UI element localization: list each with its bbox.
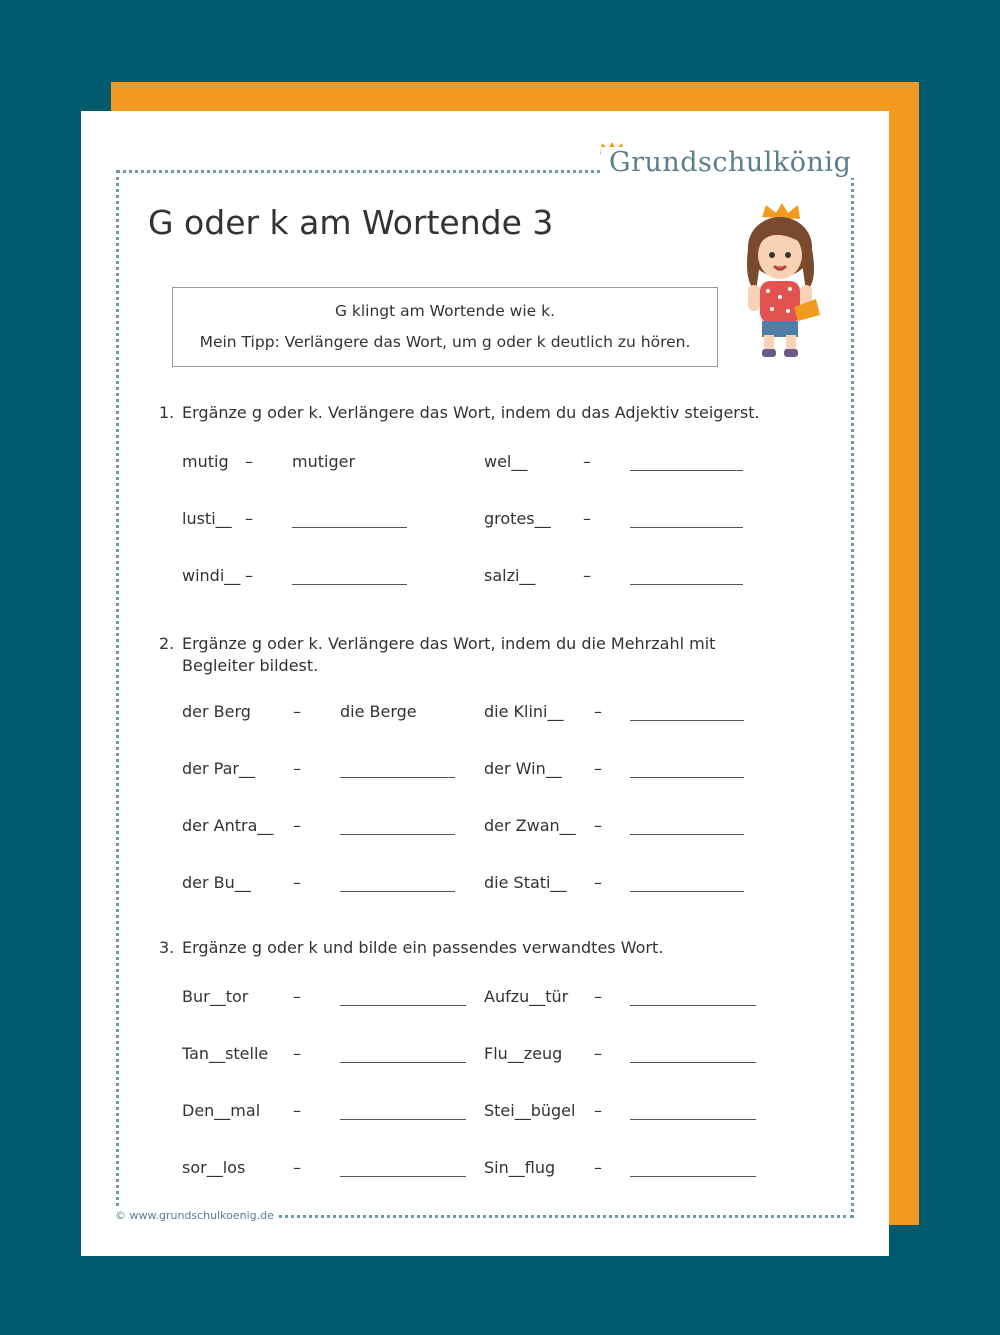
right-word: grotes__ [484,509,551,528]
dash: – [245,452,253,471]
task-1-row [81,566,889,590]
task-2-row [81,816,889,840]
dash: – [293,816,301,835]
worksheet [81,111,889,1256]
answer-line[interactable] [340,891,455,892]
task-number: 1. [159,403,175,422]
task-3-row [81,987,889,1011]
tip-line-1: G klingt am Wortende wie k. [334,302,556,320]
right-word: Sin__flug [484,1158,556,1177]
copyright-footer[interactable]: © www.grundschulkoenig.de [111,1209,278,1222]
answer-line[interactable] [340,834,455,835]
left-word: Tan__stelle [182,1044,269,1063]
dash: – [594,873,602,892]
task-text: Ergänze g oder k und bilde ein passendes verwandtes Wort. [182,938,664,957]
right-word: Aufzu__tür [484,987,569,1006]
answer-line[interactable] [292,527,407,528]
task-3-row [81,1158,889,1182]
task-2-row [81,759,889,783]
dash: – [583,452,591,471]
left-word: Den__mal [182,1101,261,1120]
right-word: der Zwan__ [484,816,576,835]
dash: – [594,1158,602,1177]
left-word: der Antra__ [182,816,274,835]
right-word: der Win__ [484,759,562,778]
left-answer: mutiger [292,452,356,471]
task-1-row [81,509,889,533]
left-word: sor__los [182,1158,246,1177]
dash: – [293,702,301,721]
left-word: der Par__ [182,759,255,778]
answer-line[interactable] [340,1176,466,1177]
dash: – [594,1101,602,1120]
tip-box [172,287,718,367]
dash: – [583,509,591,528]
dash: – [594,759,602,778]
task-3-row [81,1044,889,1068]
answer-line[interactable] [630,891,744,892]
brand-logo: Grundschulkönig [601,147,859,178]
answer-line[interactable] [630,527,743,528]
task-2-row [81,873,889,897]
answer-line[interactable] [292,584,407,585]
dash: – [245,509,253,528]
left-word: der Bu__ [182,873,251,892]
dash: – [594,816,602,835]
task-text: Ergänze g oder k. Verlängere das Wort, indem du die Mehrzahl mit Begleiter bildest. [182,634,716,675]
task-2-row [81,702,889,726]
answer-line[interactable] [630,1119,756,1120]
answer-line[interactable] [340,777,455,778]
worksheet-title: G oder k am Wortende 3 [148,203,554,242]
dash: – [594,702,602,721]
right-word: die Klini__ [484,702,564,721]
right-word: die Stati__ [484,873,567,892]
dash: – [293,1158,301,1177]
left-word: lusti__ [182,509,232,528]
task-number: 2. [159,634,175,653]
right-word: Stei__bügel [484,1101,576,1120]
left-word: mutig [182,452,229,471]
dash: – [293,873,301,892]
left-word: der Berg [182,702,251,721]
answer-line[interactable] [630,777,744,778]
dash: – [293,987,301,1006]
girl-with-crown-illustration [736,203,822,359]
right-word: Flu__zeug [484,1044,563,1063]
left-answer: die Berge [340,702,417,721]
answer-line[interactable] [630,470,743,471]
dash: – [594,987,602,1006]
answer-line[interactable] [630,720,744,721]
answer-line[interactable] [630,834,744,835]
task-number: 3. [159,938,175,957]
dash: – [293,1044,301,1063]
dash: – [594,1044,602,1063]
right-word: salzi__ [484,566,536,585]
dash: – [245,566,253,585]
task-1-row [81,452,889,476]
answer-line[interactable] [340,1119,466,1120]
answer-line[interactable] [630,1176,756,1177]
tip-line-2: Mein Tipp: Verlängere das Wort, um g oder k deutlich zu hören. [199,333,691,351]
left-word: windi__ [182,566,241,585]
dash: – [583,566,591,585]
answer-line[interactable] [630,1062,756,1063]
task-3-row [81,1101,889,1125]
answer-line[interactable] [630,584,743,585]
task-text: Ergänze g oder k. Verlängere das Wort, indem du das Adjektiv steigerst. [182,403,760,422]
dash: – [293,759,301,778]
answer-line[interactable] [340,1005,466,1006]
answer-line[interactable] [630,1005,756,1006]
answer-line[interactable] [340,1062,466,1063]
left-word: Bur__tor [182,987,249,1006]
dash: – [293,1101,301,1120]
right-word: wel__ [484,452,528,471]
